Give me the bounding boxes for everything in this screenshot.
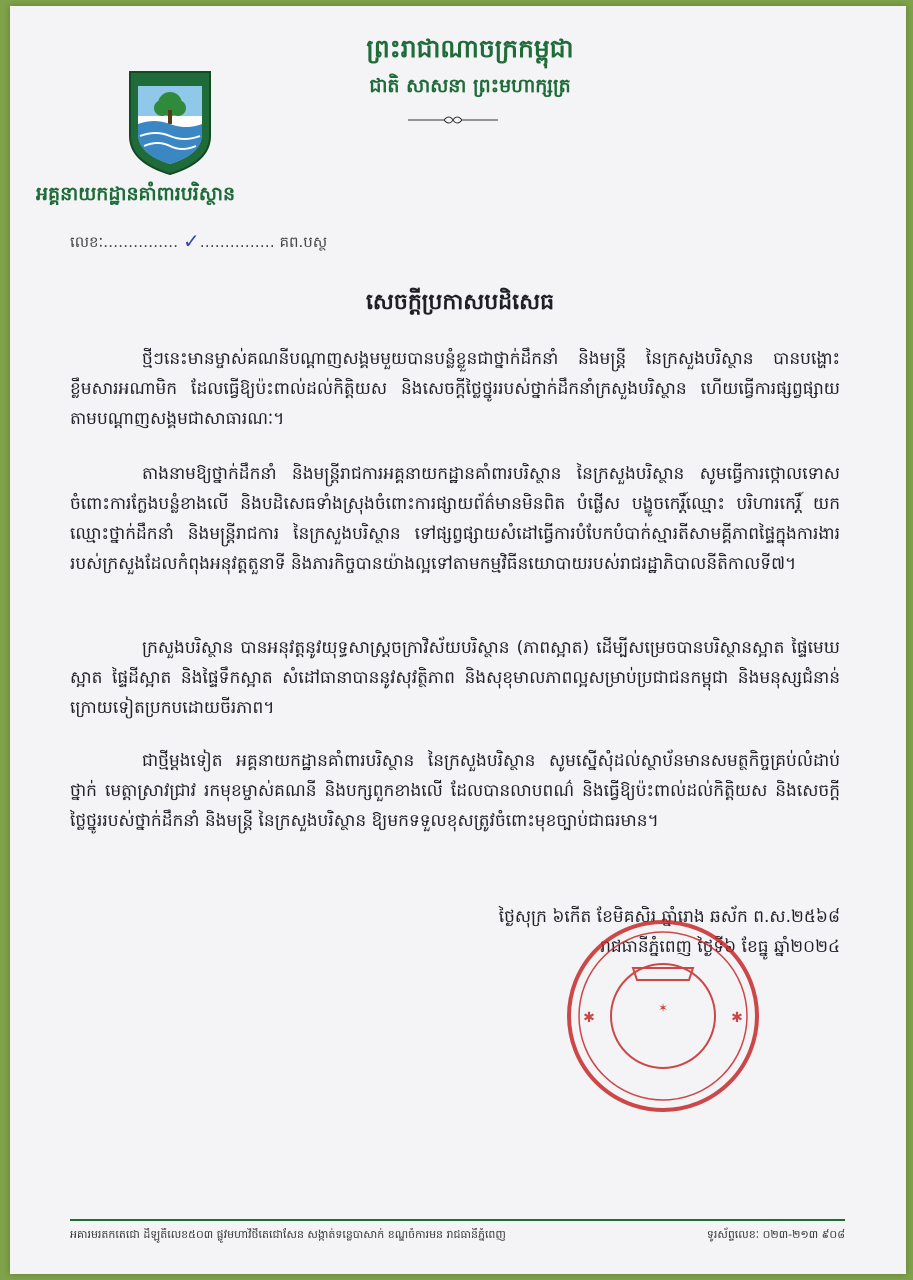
kingdom-title: ព្រះរាជាណាចក្រកម្ពុជា [366,34,574,63]
lunar-date: ថ្ងៃសុក្រ ៦កើត ខែមិគសិរ ឆ្នាំរោង ឆស័ក ព.ស.២៥៦៨ [498,907,840,927]
footer-phone: ទូរស័ព្ទលេខៈ ០២៣-២១៣ ៩០៨ [706,1228,845,1241]
document-title: សេចក្តីប្រកាសបដិសេធ [365,290,555,315]
solar-date: រាជធានីភ្នំពេញ ថ្ងៃទី៦ ខែធ្នូ ឆ្នាំ២០២៤ [600,937,840,957]
ref-suffix: គព.បស្ថ [279,233,328,251]
national-motto: ជាតិ សាសនា ព្រះមហាក្សត្រ [369,75,571,97]
svg-text:✱: ✱ [731,1010,743,1026]
svg-text:✶: ✶ [657,1001,669,1015]
paragraph-2: តាងនាមឱ្យថ្នាក់ដឹកនាំ និងមន្ត្រីរាជការអគ្គនាយកដ្ឋានគាំពារបរិស្ថាន នៃក្រសួងបរិស្ថាន សូមធ្វើការថ្កោលទោស ចំពោះការក្លែងបន្លំខាងលើ និងបដិសេធទាំងស្រុងចំពោះការផ្សាយព័ត៌មានមិនពិត បំផ្លើស បង្ខូចកេរ្តិ៍ឈ្មោះ បរិហារកេរ្តិ៍ យកឈ្មោះថ្នាក់ដឹកនាំ និងមន្ត្រីរាជការ នៃក្រសួងបរិស្ថាន ទៅផ្សព្វផ្សាយសំដៅធ្វើការបំបែកបំបាក់ស្មារតីសាមគ្គីភាពផ្ទៃក្នុងការងាររបស់ក្រសួងដែលកំពុងអនុវត្តតួនាទី និងភារកិច្ចបានយ៉ាងល្អទៅតាមកម្មវិធីនយោបាយរបស់រាជរដ្ឋាភិបាលនីតិកាលទី៧។ [70,464,840,574]
paragraph-4: ជាថ្មីម្តងទៀត អគ្គនាយកដ្ឋានគាំពារបរិស្ថាន នៃក្រសួងបរិស្ថាន សូមស្នើសុំដល់ស្ថាប័នមានសមត្ថកិច្ចគ្រប់លំដាប់ថ្នាក់ មេត្តាស្រាវជ្រាវ រកមុខម្ចាស់គណនី និងបក្សពួកខាងលើ ដែលបានលាបពណ៌ និងធ្វើឱ្យប៉ះពាល់ដល់កិត្តិយស និងសេចក្តីថ្លៃថ្នូររបស់ថ្នាក់ដឹកនាំ និងមន្ត្រី នៃក្រសួងបរិស្ថាន ឱ្យមកទទួលខុសត្រូវចំពោះមុខច្បាប់ជាធរមាន។ [70,751,840,831]
checkmark-icon: ✓ [182,229,200,253]
ministry-logo [122,66,218,178]
document-page [10,6,906,1274]
official-seal-stamp [563,916,763,1116]
ref-label: លេខៈ [70,233,104,251]
paragraph-3: ក្រសួងបរិស្ថាន បានអនុវត្តនូវយុទ្ធសាស្ត្រចក្រាវិស័យបរិស្ថាន (ភាពស្អាត) ដើម្បីសម្រេចបានបរិស្ថានស្អាត ផ្ទៃមេឃស្អាត ផ្ទៃដីស្អាត និងផ្ទៃទឹកស្អាត សំដៅធានាបាននូវសុវត្ថិភាព និងសុខុមាលភាពល្អសម្រាប់ប្រជាជនកម្ពុជា និងមនុស្សជំនាន់ក្រោយទៀតប្រកបដោយចីរភាព។ [70,638,840,718]
paragraph-1: ថ្មីៗនេះមានម្ចាស់គណនីបណ្តាញសង្គមមួយបានបន្លំខ្លួនជាថ្នាក់ដឹកនាំ និងមន្ត្រី នៃក្រសួងបរិស្ថាន បានបង្ហោះខ្លឹមសារអណាមិក ដែលធ្វើឱ្យប៉ះពាល់ដល់កិត្តិយស និងសេចក្តីថ្លៃថ្នូររបស់ថ្នាក់ដឹកនាំក្រសួងបរិស្ថាន ហើយធ្វើការផ្សព្វផ្សាយតាមបណ្តាញសង្គមជាសាធារណៈ។ [70,349,840,429]
footer-divider [70,1219,845,1221]
reference-number: លេខៈ…………… ✓…………… គព.បស្ថ [70,229,328,253]
agency-name: អគ្គនាយកដ្ឋានគាំពារបរិស្ថាន [36,183,235,205]
ornament-divider [408,113,498,127]
svg-text:✱: ✱ [583,1010,595,1026]
footer-address: អគារមរតកតេជោ ដីឡូតិ៍លេខ៥០៣ ផ្លូវមហាវិថីតេជោសែន សង្កាត់ទន្លេបាសាក់ ខណ្ឌចំការមន រាជធានីភ្នំពេញ [70,1228,506,1241]
